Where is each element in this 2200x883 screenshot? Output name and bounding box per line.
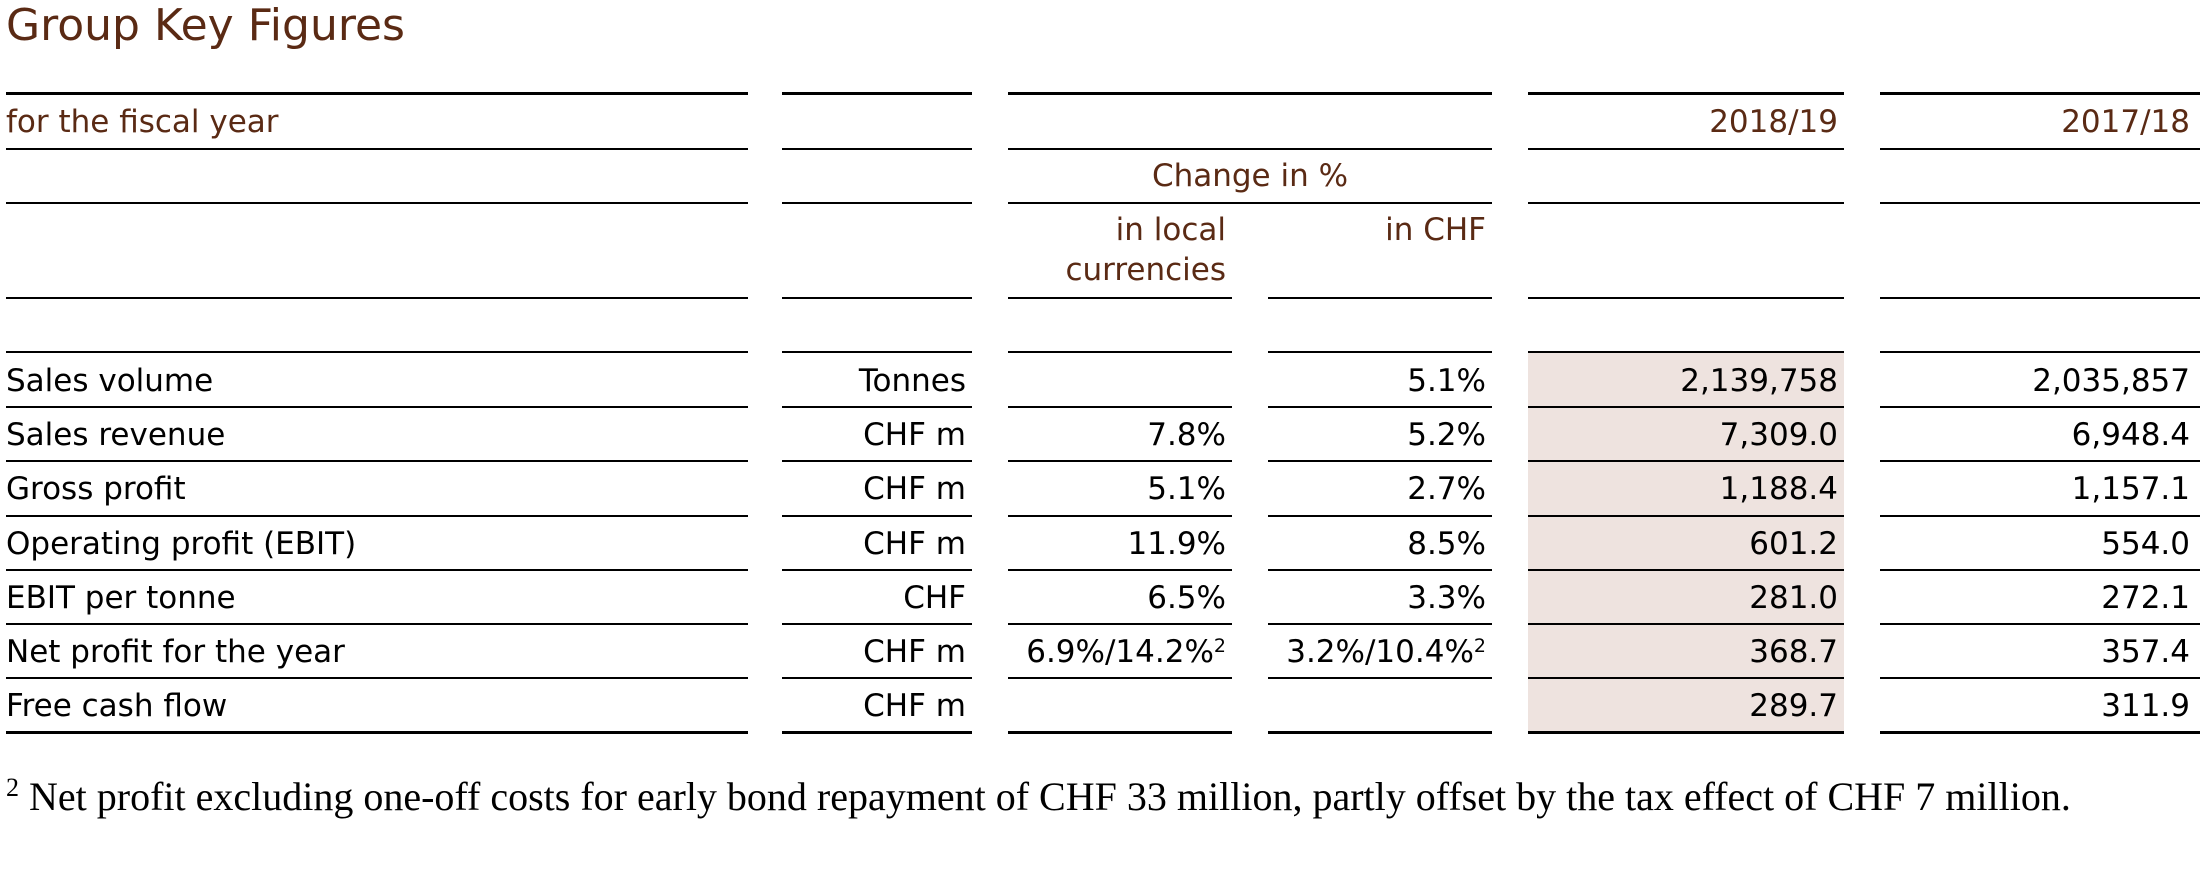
year-current-header: 2018/19: [1709, 104, 1838, 140]
rule-h1-2018: [1528, 148, 1844, 150]
row-label: [6, 517, 748, 571]
row-change-local-text: 11.9%: [1127, 525, 1226, 562]
row-label: [6, 625, 748, 679]
rule-h1-2017: [1880, 148, 2200, 150]
row-value-2018-text: 2,139,758: [1680, 363, 1838, 399]
row-value-2017: [1880, 517, 2190, 571]
change-header: Change in %: [1151, 158, 1349, 194]
row-label: [6, 354, 748, 408]
rule-h3-2018: [1528, 297, 1844, 299]
rule-h2-2017: [1880, 202, 2200, 204]
row-label-text: EBIT per tonne: [6, 579, 236, 616]
rule-h3-local: [1008, 297, 1232, 299]
rule-spacer-2017: [1880, 351, 2200, 353]
row-unit: [782, 679, 966, 733]
row-change-local-text: 7.8%: [1147, 417, 1226, 454]
row-value-2017-text: 311.9: [2101, 688, 2190, 725]
row-value-2017: [1880, 462, 2190, 516]
footnote-ref: 2: [1213, 635, 1226, 657]
row-value-2018-text: 1,188.4: [1719, 471, 1838, 508]
row-value-2018-text: 281.0: [1749, 579, 1838, 616]
row-change-chf-text: 2.7%: [1407, 471, 1486, 508]
row-change-local: [1008, 571, 1226, 625]
local-currencies-header: [1008, 210, 1226, 290]
row-unit: [782, 625, 966, 679]
row-change-local-text: 6.5%: [1147, 579, 1226, 616]
row-unit: [782, 571, 966, 625]
row-unit: [782, 354, 966, 408]
rule-spacer: [6, 351, 748, 353]
row-unit-text: CHF m: [863, 471, 966, 508]
row-change-chf-text: 3.2%/10.4%: [1286, 634, 1474, 670]
row-label-text: Net profit for the year: [6, 634, 345, 670]
row-unit-text: CHF m: [863, 525, 966, 562]
row-value-2018: [1528, 354, 1838, 408]
rule-top-unit: [782, 92, 972, 95]
row-unit: [782, 408, 966, 462]
row-value-2018: [1528, 462, 1838, 516]
row-label: [6, 571, 748, 625]
row-change-local-text: 6.9%/14.2%: [1026, 634, 1214, 670]
row-change-chf-text: 3.3%: [1407, 579, 1486, 616]
row-label: [6, 462, 748, 516]
row-value-2017: [1880, 679, 2190, 733]
footnote-marker: 2: [6, 773, 19, 802]
footnote-ref: 2: [1473, 635, 1486, 657]
row-label: [6, 679, 748, 733]
rule-h2-2018: [1528, 202, 1844, 204]
row-rule: [1528, 731, 1844, 734]
row-value-2018-text: 289.7: [1749, 688, 1838, 725]
rule-h2-change: [1008, 202, 1492, 204]
row-value-2018: [1528, 517, 1838, 571]
row-value-2018-text: 601.2: [1749, 525, 1838, 562]
row-rule: [1880, 731, 2200, 734]
row-change-chf-text: 5.1%: [1407, 363, 1486, 399]
local-currencies-line1: in local: [1115, 212, 1226, 248]
chf-header: in CHF: [1385, 212, 1486, 248]
row-change-chf: [1268, 679, 1486, 733]
row-value-2017-text: 1,157.1: [2071, 471, 2190, 508]
row-change-chf: [1268, 517, 1486, 571]
row-change-chf: [1268, 408, 1486, 462]
row-value-2018-text: 368.7: [1749, 634, 1838, 670]
rule-h3-unit: [782, 297, 972, 299]
rule-h1: [6, 148, 748, 150]
row-rule: [6, 731, 748, 734]
row-change-local: [1008, 408, 1226, 462]
row-change-local: [1008, 679, 1226, 733]
rule-h2: [6, 202, 748, 204]
row-change-local-text: 5.1%: [1147, 471, 1226, 508]
row-label-text: Sales volume: [6, 363, 214, 399]
row-value-2018: [1528, 625, 1838, 679]
row-rule: [1008, 731, 1232, 734]
rule-h3-chf: [1268, 297, 1492, 299]
rule-spacer-local: [1008, 351, 1232, 353]
row-label-text: Free cash flow: [6, 688, 228, 725]
row-change-chf-text: 5.2%: [1407, 417, 1486, 454]
row-value-2017-text: 357.4: [2101, 634, 2190, 670]
row-unit-text: CHF m: [863, 688, 966, 725]
row-value-2017-text: 2,035,857: [2032, 363, 2190, 399]
footnote-text: Net profit excluding one-off costs for early bond repayment of CHF 33 million, partly offset by the tax effect of CHF 7 million.: [29, 774, 2071, 819]
rule-spacer-chf: [1268, 351, 1492, 353]
row-value-2018: [1528, 571, 1838, 625]
row-label-header: for the fiscal year: [6, 104, 279, 140]
row-value-2018-text: 7,309.0: [1719, 417, 1838, 454]
page-title: Group Key Figures: [6, 0, 405, 51]
row-unit-text: CHF: [903, 579, 966, 616]
rule-spacer-unit: [782, 351, 972, 353]
rule-h2-unit: [782, 202, 972, 204]
row-change-local: [1008, 625, 1226, 679]
rule-h3-2017: [1880, 297, 2200, 299]
row-unit: [782, 517, 966, 571]
row-value-2017: [1880, 571, 2190, 625]
row-change-chf: [1268, 462, 1486, 516]
row-value-2018: [1528, 408, 1838, 462]
row-label-text: Operating profit (EBIT): [6, 525, 357, 562]
row-label-text: Sales revenue: [6, 417, 226, 454]
row-change-chf-text: 8.5%: [1407, 525, 1486, 562]
local-currencies-line2: currencies: [1065, 252, 1226, 288]
rule-h3: [6, 297, 748, 299]
row-change-local: [1008, 354, 1226, 408]
rule-top-change: [1008, 92, 1492, 95]
row-change-local: [1008, 462, 1226, 516]
row-change-chf: [1268, 571, 1486, 625]
row-value-2017-text: 554.0: [2101, 525, 2190, 562]
row-unit-text: CHF m: [863, 634, 966, 670]
row-unit-text: Tonnes: [858, 363, 966, 399]
row-label-text: Gross profit: [6, 471, 186, 508]
footnote: [6, 772, 2156, 822]
row-label: [6, 408, 748, 462]
row-rule: [1268, 731, 1492, 734]
row-value-2017-text: 272.1: [2101, 579, 2190, 616]
row-unit-text: CHF m: [863, 417, 966, 454]
year-prior-header: 2017/18: [2061, 104, 2190, 140]
row-value-2017: [1880, 408, 2190, 462]
row-change-chf: [1268, 625, 1486, 679]
row-rule: [782, 731, 972, 734]
row-value-2017-text: 6,948.4: [2071, 417, 2190, 454]
row-change-chf: [1268, 354, 1486, 408]
row-value-2017: [1880, 625, 2190, 679]
row-value-2017: [1880, 354, 2190, 408]
rule-h1-unit: [782, 148, 972, 150]
row-unit: [782, 462, 966, 516]
row-change-local: [1008, 517, 1226, 571]
row-value-2018: [1528, 679, 1838, 733]
